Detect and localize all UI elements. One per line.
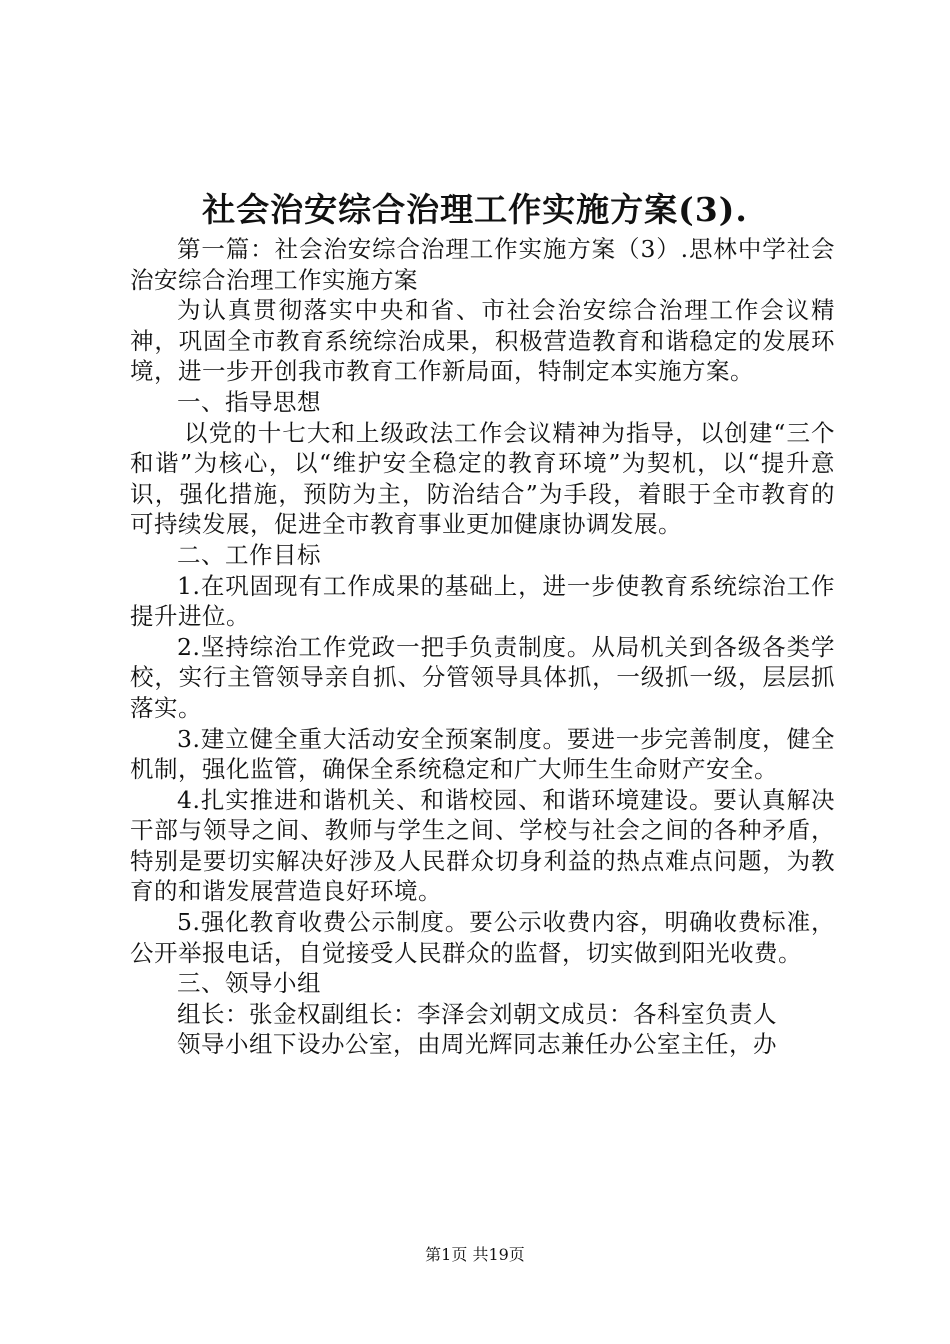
page-footer: 第1页 共19页 <box>425 1245 525 1264</box>
document-body <box>130 234 835 1060</box>
paragraph-intro: 第一篇：社会治安综合治理工作实施方案（3）.思林中学社会治安综合治理工作实施方案 <box>130 235 835 294</box>
section-heading-guiding-ideology: 一、指导思想 <box>177 387 321 416</box>
document-title: 社会治安综合治理工作实施方案(3). <box>202 190 748 229</box>
paragraph-goal-2: 2.坚持综治工作党政一把手负责制度。从局机关到各级各类学校，实行主管领导亲自抓、分管领导具体抓，一级抓一级，层层抓落实。 <box>130 632 835 722</box>
paragraph-goal-4: 4.扎实推进和谐机关、和谐校园、和谐环境建设。要认真解决干部与领导之间、教师与学生之间、学校与社会之间的各种矛盾，特别是要切实解决好涉及人民群众切身利益的热点难点问题，为教育的和谐发展营造良好环境。 <box>130 785 835 906</box>
paragraph-goal-1: 1.在巩固现有工作成果的基础上，进一步使教育系统综治工作提升进位。 <box>130 571 835 631</box>
paragraph-guiding-ideology: 以党的十七大和上级政法工作会议精神为指导，以创建“三个和谐”为核心，以“维护安全稳定的教育环境”为契机，以“提升意识，强化措施，预防为主，防治结合”为手段，着眼于全市教育的可持续发展，促进全市教育事业更加健康协调发展。 <box>130 418 835 539</box>
section-heading-work-goals: 二、工作目标 <box>177 540 321 569</box>
paragraph-purpose: 为认真贯彻落实中央和省、市社会治安综合治理工作会议精神，巩固全市教育系统综治成果，积极营造教育和谐稳定的发展环境，进一步开创我市教育工作新局面，特制定本实施方案。 <box>130 296 835 386</box>
paragraph-leadership-members: 组长：张金权副组长：李泽会刘朝文成员：各科室负责人 <box>177 999 777 1028</box>
section-heading-leadership-group: 三、领导小组 <box>177 969 321 998</box>
paragraph-goal-5: 5.强化教育收费公示制度。要公示收费内容，明确收费标准，公开举报电话，自觉接受人民群众的监督，切实做到阳光收费。 <box>130 908 835 967</box>
paragraph-leadership-office: 领导小组下设办公室，由周光辉同志兼任办公室主任，办 <box>177 1030 777 1059</box>
paragraph-goal-3: 3.建立健全重大活动安全预案制度。要进一步完善制度，健全机制，强化监管，确保全系统稳定和广大师生生命财产安全。 <box>130 724 835 784</box>
